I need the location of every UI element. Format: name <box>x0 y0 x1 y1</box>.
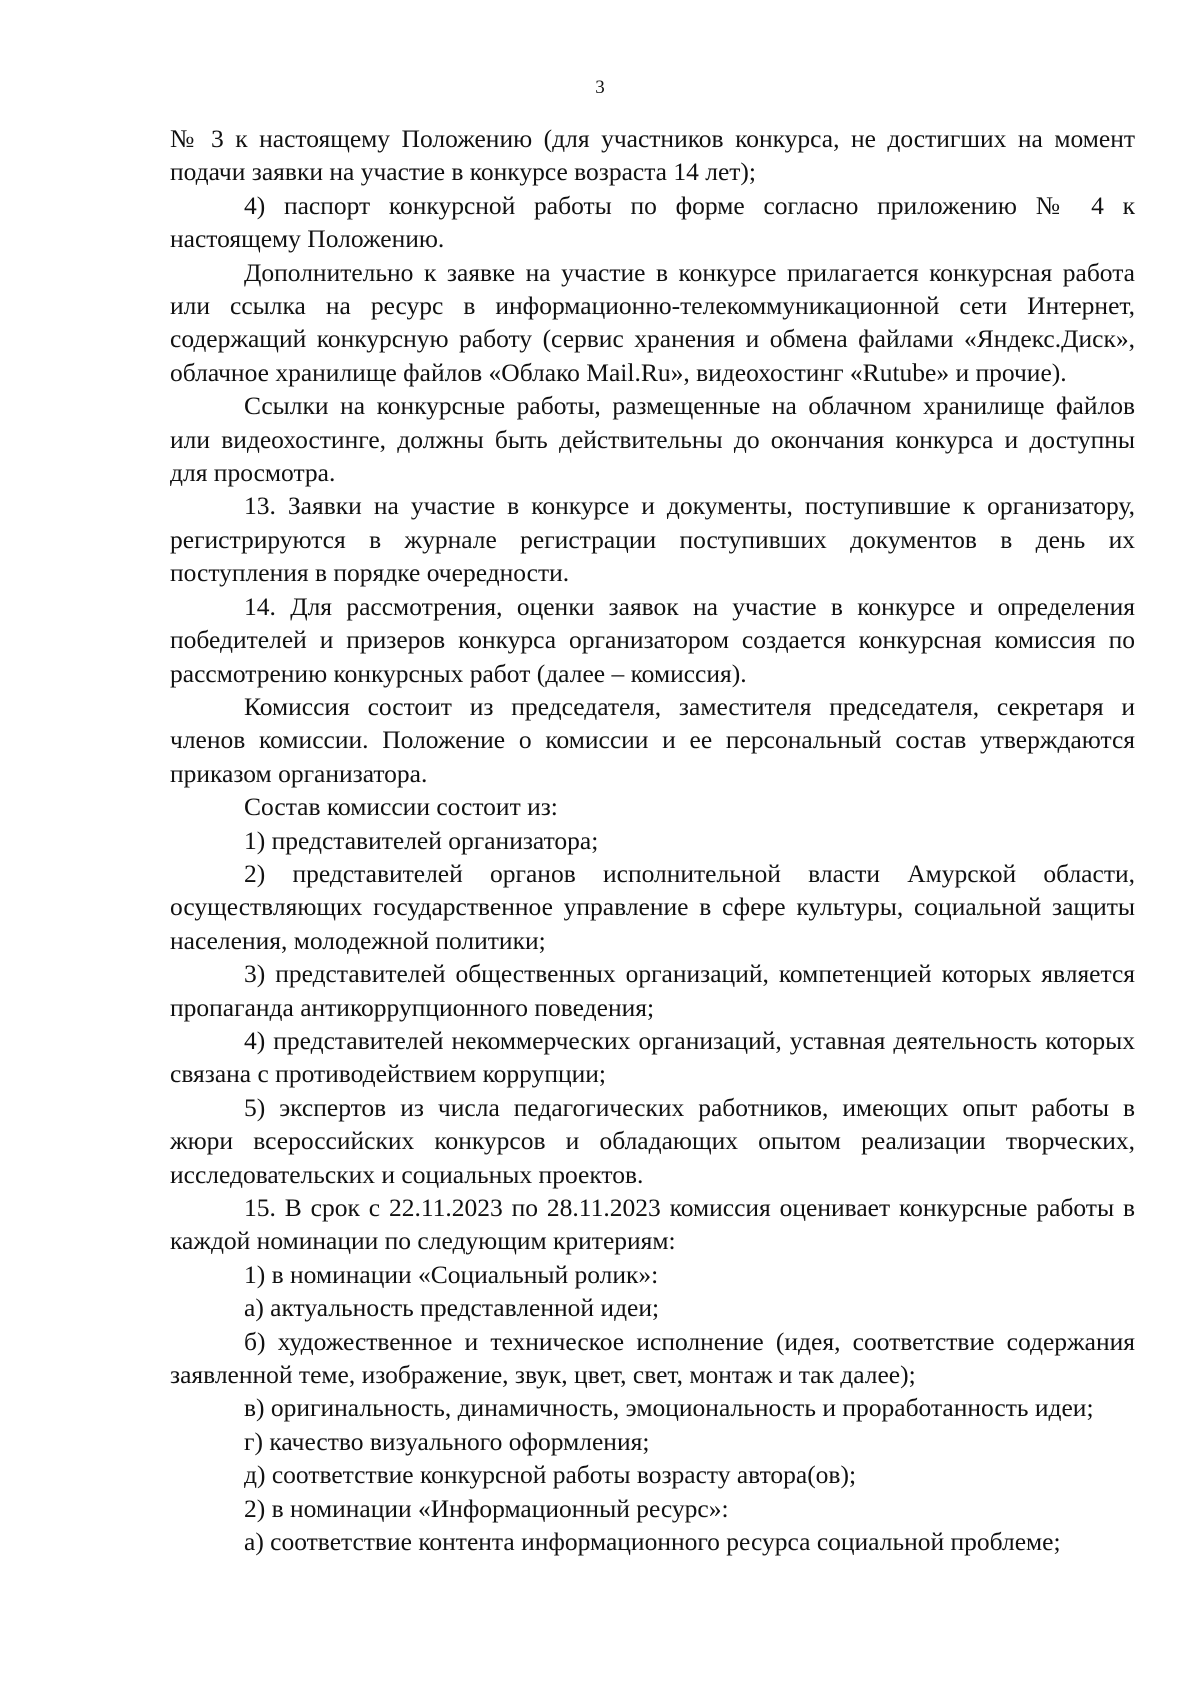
paragraph-continuation: № 3 к настоящему Положению (для участников конкурса, не достигших на момент подачи заявки на участие в конкурсе возраста 14 лет); <box>170 124 1135 187</box>
criteria-item-a: а) актуальность представленной идеи; <box>244 1293 660 1323</box>
criteria-item-b: б) художественное и техническое исполнение (идея, соответствие содержания заявленной теме, изображение, звук, цвет, свет, монтаж и так далее); <box>170 1326 1135 1390</box>
document-body <box>170 122 1135 1558</box>
paragraph-links-validity: Ссылки на конкурсные работы, размещенные на облачном хранилище файлов или видеохостинге, должны быть действительны до окончания конкурса и доступны для просмотра. <box>170 391 1135 488</box>
list-item-nomination-info-resource: 2) в номинации «Информационный ресурс»: <box>244 1493 729 1523</box>
list-item-experts: 5) экспертов из числа педагогических работников, имеющих опыт работы в жюри всероссийских конкурсов и обладающих опытом реализации творческих, исследовательских и социальных проектов. <box>170 1092 1135 1189</box>
list-item-organizer-representatives: 1) представителей организатора; <box>244 825 599 855</box>
criteria-item-a-info-resource: а) соответствие контента информационного ресурса социальной проблеме; <box>244 1527 1061 1557</box>
paragraph-item-4-passport: 4) паспорт конкурсной работы по форме согласно приложению № 4 к настоящему Положению. <box>170 190 1135 254</box>
page-number: 3 <box>595 77 605 98</box>
paragraph-additional-submission: Дополнительно к заявке на участие в конкурсе прилагается конкурсная работа или ссылка на ресурс в информационно-телекоммуникационной сети Интернет, содержащий конкурсную работу (сервис хранения и обмена файлами «Яндекс.Диск», облачное хранилище файлов «Облако Mail.Ru», видеохостинг «Rutube» и прочие). <box>170 257 1135 387</box>
list-item-executive-authorities: 2) представителей органов исполнительной власти Амурской области, осуществляющих государственное управление в сфере культуры, социальной защиты населения, молодежной политики; <box>170 858 1135 955</box>
list-item-nomination-social-video: 1) в номинации «Социальный ролик»: <box>244 1259 659 1289</box>
paragraph-commission-composition: Состав комиссии состоит из: <box>244 792 558 822</box>
list-item-public-organizations: 3) представителей общественных организаций, компетенцией которых является пропаганда антикоррупционного поведения; <box>170 959 1135 1022</box>
paragraph-clause-13: 13. Заявки на участие в конкурсе и документы, поступившие к организатору, регистрируются в журнале регистрации поступивших документов в день их поступления в порядке очередности. <box>170 491 1135 588</box>
paragraph-clause-14: 14. Для рассмотрения, оценки заявок на участие в конкурсе и определения победителей и призеров конкурса организатором создается конкурсная комиссия по рассмотрению конкурсных работ (далее – комиссия). <box>170 591 1135 688</box>
criteria-item-d: д) соответствие конкурсной работы возрасту автора(ов); <box>244 1460 857 1490</box>
criteria-item-v: в) оригинальность, динамичность, эмоциональность и проработанность идеи; <box>244 1393 1094 1423</box>
paragraph-commission-structure: Комиссия состоит из председателя, заместителя председателя, секретаря и членов комиссии. Положение о комиссии и ее персональный состав утверждаются приказом организатора. <box>170 691 1135 788</box>
paragraph-clause-15: 15. В срок с 22.11.2023 по 28.11.2023 комиссия оценивает конкурсные работы в каждой номинации по следующим критериям: <box>170 1193 1135 1256</box>
list-item-nonprofit-organizations: 4) представителей некоммерческих организаций, уставная деятельность которых связана с противодействием коррупции; <box>170 1025 1135 1089</box>
criteria-item-g: г) качество визуального оформления; <box>244 1426 650 1456</box>
